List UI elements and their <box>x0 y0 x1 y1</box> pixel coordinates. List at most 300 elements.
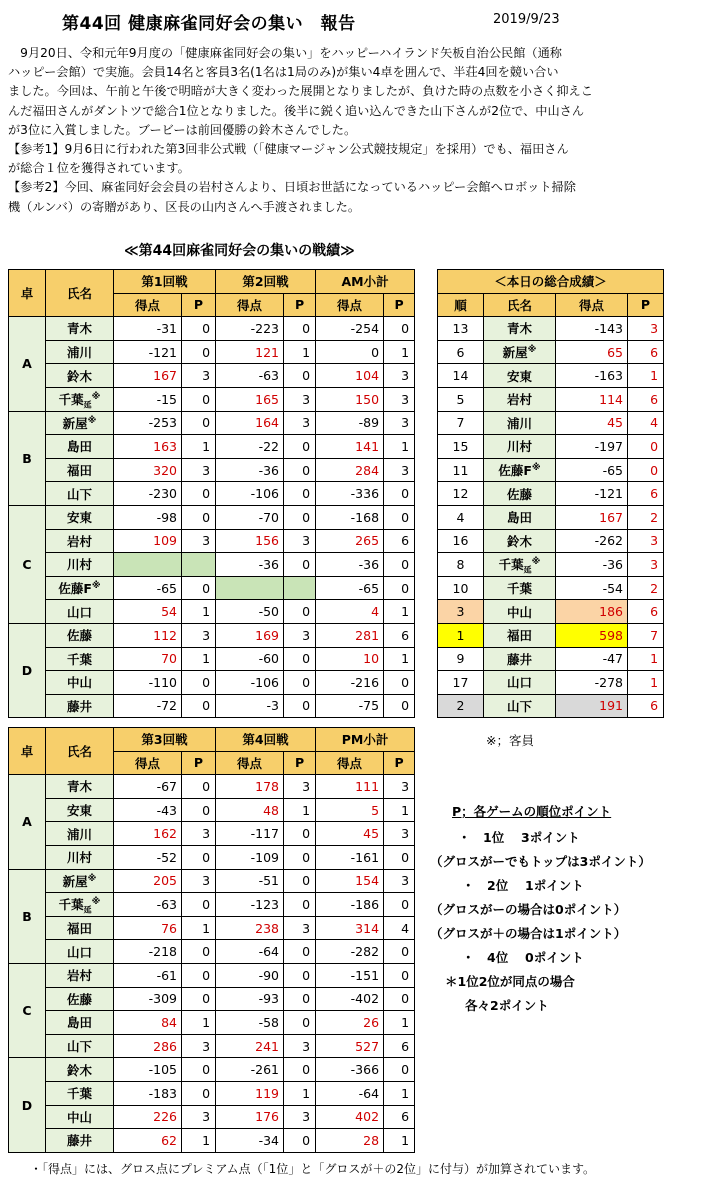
points-cell: 0 <box>384 505 415 529</box>
table-row <box>9 317 415 341</box>
rank-cell: 17 <box>438 671 484 695</box>
score-cell: -105 <box>114 1058 182 1082</box>
points-cell: 0 <box>182 317 216 341</box>
col-score: 得点 <box>316 751 384 775</box>
table-row <box>438 600 664 624</box>
score-cell: 10 <box>316 647 384 671</box>
points-cell: 0 <box>384 963 415 987</box>
score-cell: -143 <box>556 317 628 341</box>
score-cell: -183 <box>114 1081 182 1105</box>
score-cell: 238 <box>216 916 284 940</box>
score-cell: 119 <box>216 1081 284 1105</box>
table-row <box>9 340 415 364</box>
score-cell: -50 <box>216 600 284 624</box>
player-name: 浦川 <box>506 415 532 431</box>
points-cell: 0 <box>182 845 216 869</box>
table-row <box>438 647 664 671</box>
score-cell: 111 <box>316 775 384 799</box>
player-name: 鈴木 <box>506 533 532 549</box>
name-subscript: 延 <box>83 905 92 915</box>
score-cell: 5 <box>316 798 384 822</box>
name-cell <box>484 364 556 388</box>
points-cell: 1 <box>182 1011 216 1035</box>
name-cell <box>46 1081 114 1105</box>
player-name: 岩村 <box>66 533 92 549</box>
score-cell: -51 <box>216 869 284 893</box>
points-cell: 0 <box>182 1058 216 1082</box>
name-cell <box>46 1129 114 1153</box>
score-cell: 121 <box>216 340 284 364</box>
player-name: 佐藤 <box>66 628 92 644</box>
score-cell: -254 <box>316 317 384 341</box>
name-cell <box>46 775 114 799</box>
points-cell: 4 <box>628 411 664 435</box>
score-cell: 114 <box>556 387 628 411</box>
col-name: 氏名 <box>46 728 114 775</box>
points-cell: 0 <box>384 940 415 964</box>
table-row <box>9 505 415 529</box>
score-cell: 320 <box>114 458 182 482</box>
table-row <box>438 317 664 341</box>
table-row <box>9 1011 415 1035</box>
table-label: A <box>9 317 46 411</box>
table-row <box>9 364 415 388</box>
col-score: 得点 <box>216 293 284 317</box>
score-cell: 178 <box>216 775 284 799</box>
points-cell: 1 <box>384 647 415 671</box>
score-cell: -121 <box>556 482 628 506</box>
rank-cell: 13 <box>438 317 484 341</box>
points-cell: 0 <box>182 387 216 411</box>
name-cell <box>484 505 556 529</box>
table-row <box>9 387 415 411</box>
table-row <box>438 435 664 459</box>
score-cell: -366 <box>316 1058 384 1082</box>
points-cell: 1 <box>182 647 216 671</box>
points-cell: 1 <box>384 340 415 364</box>
guest-mark: ※ <box>87 873 97 884</box>
score-cell: -262 <box>556 529 628 553</box>
score-cell: -106 <box>216 482 284 506</box>
points-cell: 0 <box>284 1129 316 1153</box>
player-name: 安東 <box>66 803 92 819</box>
player-name: 鈴木 <box>66 368 92 384</box>
player-name: 青木 <box>66 321 92 337</box>
player-name: 川村 <box>506 439 532 455</box>
score-cell: -98 <box>114 505 182 529</box>
page-title: 第44回 健康麻雀同好会の集い 報告 <box>62 14 356 34</box>
overall-title: ＜本日の総合成績＞ <box>438 270 664 294</box>
rank-cell: 2 <box>438 694 484 718</box>
intro-line: 9月20日、令和元年9月度の「健康麻雀同好会の集い」をハッピーハイランド矢板自治公民館（通称 <box>8 46 562 60</box>
table-label: A <box>9 775 46 869</box>
points-cell: 3 <box>384 387 415 411</box>
name-cell <box>46 482 114 506</box>
score-cell: -75 <box>316 694 384 718</box>
points-cell <box>182 553 216 577</box>
points-cell: 0 <box>384 553 415 577</box>
table-row <box>9 694 415 718</box>
score-cell: 26 <box>316 1011 384 1035</box>
score-cell: -65 <box>556 458 628 482</box>
table-row <box>438 671 664 695</box>
name-cell <box>46 893 114 917</box>
score-cell: 112 <box>114 623 182 647</box>
player-name: 浦川 <box>66 345 92 361</box>
player-name: 島田 <box>66 439 92 455</box>
points-cell: 0 <box>182 671 216 695</box>
table-label: C <box>9 963 46 1057</box>
rank-cell: 15 <box>438 435 484 459</box>
score-cell: -336 <box>316 482 384 506</box>
name-cell <box>46 505 114 529</box>
score-cell: -34 <box>216 1129 284 1153</box>
legend-line: ＊1位2位が同点の場合 <box>445 974 575 989</box>
points-cell: 3 <box>182 458 216 482</box>
intro-line: 【参考1】9月6日に行われた第3回非公式戦（「健康マージャン公式競技規定」を採用）でも、福田さん <box>8 141 569 156</box>
score-cell: 141 <box>316 435 384 459</box>
score-cell: 165 <box>216 387 284 411</box>
legend-line: （グロスがーでもトップは3ポイント） <box>430 854 651 869</box>
points-cell: 0 <box>182 893 216 917</box>
points-cell: 3 <box>284 529 316 553</box>
score-cell: -168 <box>316 505 384 529</box>
points-cell: 2 <box>628 576 664 600</box>
points-cell: 1 <box>182 916 216 940</box>
table-row <box>438 553 664 577</box>
score-cell: -93 <box>216 987 284 1011</box>
score-cell: -216 <box>316 671 384 695</box>
player-name: 岩村 <box>506 392 532 408</box>
col-name: 氏名 <box>46 270 114 317</box>
score-cell: 205 <box>114 869 182 893</box>
overall-results-table <box>437 269 664 718</box>
rank-cell: 3 <box>438 600 484 624</box>
points-cell: 6 <box>628 387 664 411</box>
name-cell <box>46 317 114 341</box>
player-name: 新屋 <box>62 873 88 889</box>
table-row <box>9 529 415 553</box>
table-row <box>438 340 664 364</box>
name-cell <box>484 387 556 411</box>
score-cell: -402 <box>316 987 384 1011</box>
score-cell: 167 <box>556 505 628 529</box>
points-cell: 1 <box>284 1081 316 1105</box>
name-cell <box>484 529 556 553</box>
score-cell: 164 <box>216 411 284 435</box>
intro-line: が3位に入賞しました。ブービーは前回優勝の鈴木さんでした。 <box>8 122 357 137</box>
player-name: 青木 <box>506 321 532 337</box>
player-name: 山口 <box>506 675 532 691</box>
table-row <box>438 529 664 553</box>
guest-mark: ※ <box>527 344 537 355</box>
intro-line: 機（ルンバ）の寄贈があり、区長の山内さんへ手渡されました。 <box>8 199 361 214</box>
points-cell: 0 <box>384 671 415 695</box>
legend-line: ・ 2位 1ポイント <box>462 878 584 893</box>
points-cell: 0 <box>384 1058 415 1082</box>
score-cell: 167 <box>114 364 182 388</box>
points-cell: 0 <box>628 435 664 459</box>
report-date: 2019/9/23 <box>493 12 560 27</box>
points-cell: 0 <box>284 869 316 893</box>
score-cell: 150 <box>316 387 384 411</box>
col-name: 氏名 <box>484 293 556 317</box>
points-cell: 3 <box>628 317 664 341</box>
table-row <box>438 694 664 718</box>
score-cell: 76 <box>114 916 182 940</box>
player-name: 千葉 <box>58 897 84 913</box>
legend-line: （グロスがーの場合は0ポイント） <box>430 902 627 917</box>
table-label: D <box>9 1058 46 1152</box>
points-cell: 0 <box>284 845 316 869</box>
score-cell: -64 <box>316 1081 384 1105</box>
points-cell: 3 <box>384 822 415 846</box>
points-cell: 6 <box>628 482 664 506</box>
score-cell: 314 <box>316 916 384 940</box>
points-cell: 0 <box>182 987 216 1011</box>
table-row <box>438 482 664 506</box>
name-cell <box>46 1105 114 1129</box>
points-cell: 0 <box>182 798 216 822</box>
intro-line: ました。今回は、午前と午後で明暗が大きく変わった展開となりましたが、負けた時の点数を小さく抑えこ <box>8 84 593 99</box>
points-cell: 0 <box>182 694 216 718</box>
table-label: B <box>9 411 46 505</box>
col-pm-subtotal: PM小計 <box>316 728 415 752</box>
score-cell: 4 <box>316 600 384 624</box>
points-cell: 0 <box>284 647 316 671</box>
score-cell: 65 <box>556 340 628 364</box>
score-cell: -278 <box>556 671 628 695</box>
points-cell: 1 <box>628 364 664 388</box>
score-cell: 191 <box>556 694 628 718</box>
rank-cell: 11 <box>438 458 484 482</box>
points-cell: 0 <box>182 482 216 506</box>
table-row <box>9 1105 415 1129</box>
table-row <box>438 505 664 529</box>
score-cell <box>114 553 182 577</box>
table-row <box>9 647 415 671</box>
col-points: P <box>182 751 216 775</box>
legend-line: ・ 1位 3ポイント <box>458 830 580 845</box>
name-cell <box>46 600 114 624</box>
player-name: 千葉 <box>58 392 84 408</box>
points-cell: 3 <box>182 1105 216 1129</box>
points-cell: 3 <box>182 623 216 647</box>
table-row <box>9 623 415 647</box>
legend-line: （グロスが＋の場合は1ポイント） <box>430 926 627 941</box>
table-row <box>9 798 415 822</box>
table-row <box>438 458 664 482</box>
table-row <box>9 1081 415 1105</box>
score-cell: -31 <box>114 317 182 341</box>
score-cell: 527 <box>316 1034 384 1058</box>
points-cell: 0 <box>384 845 415 869</box>
points-cell: 0 <box>284 600 316 624</box>
table-row <box>9 435 415 459</box>
table-row <box>9 775 415 799</box>
player-name: 中山 <box>506 604 532 620</box>
points-cell: 3 <box>384 458 415 482</box>
intro-paragraph <box>8 44 698 217</box>
score-cell: -47 <box>556 647 628 671</box>
score-cell: -223 <box>216 317 284 341</box>
score-cell: 598 <box>556 623 628 647</box>
score-cell: 163 <box>114 435 182 459</box>
score-cell: -54 <box>556 576 628 600</box>
points-cell: 0 <box>284 435 316 459</box>
points-cell: 0 <box>384 317 415 341</box>
points-cell: 3 <box>182 529 216 553</box>
player-name: 中山 <box>66 1109 92 1125</box>
points-cell: 6 <box>628 340 664 364</box>
guest-mark: ※ <box>531 462 541 473</box>
name-cell <box>484 623 556 647</box>
table-row <box>9 671 415 695</box>
rank-cell: 6 <box>438 340 484 364</box>
points-cell: 0 <box>284 940 316 964</box>
col-game2: 第2回戦 <box>216 270 316 294</box>
name-cell <box>46 940 114 964</box>
table-row <box>9 411 415 435</box>
score-cell: -161 <box>316 845 384 869</box>
intro-line: んだ福田さんがダントツで総合1位となりました。後半に鋭く追い込んできた山下さんが2位で、中山さん <box>8 103 585 118</box>
score-cell: -218 <box>114 940 182 964</box>
col-table: 卓 <box>9 728 46 775</box>
points-cell: 6 <box>384 1105 415 1129</box>
table-row <box>9 893 415 917</box>
player-name: 安東 <box>66 510 92 526</box>
name-cell <box>46 822 114 846</box>
score-cell: -63 <box>114 893 182 917</box>
player-name: 藤井 <box>66 698 92 714</box>
rank-cell: 9 <box>438 647 484 671</box>
rank-cell: 4 <box>438 505 484 529</box>
rank-cell: 12 <box>438 482 484 506</box>
score-cell: -123 <box>216 893 284 917</box>
score-cell: -65 <box>114 576 182 600</box>
rank-cell: 10 <box>438 576 484 600</box>
name-cell <box>484 647 556 671</box>
rank-cell: 5 <box>438 387 484 411</box>
points-cell: 1 <box>284 340 316 364</box>
points-cell: 1 <box>384 1129 415 1153</box>
table-label: C <box>9 505 46 623</box>
points-cell: 1 <box>384 1081 415 1105</box>
rank-cell: 14 <box>438 364 484 388</box>
points-cell: 0 <box>284 1011 316 1035</box>
col-points: P <box>182 293 216 317</box>
table-row <box>9 458 415 482</box>
points-cell: 1 <box>384 600 415 624</box>
points-cell: 0 <box>384 482 415 506</box>
points-cell: 6 <box>628 694 664 718</box>
points-cell: 1 <box>384 1011 415 1035</box>
score-cell: -67 <box>114 775 182 799</box>
player-name: 佐藤F <box>498 463 532 479</box>
score-cell: 104 <box>316 364 384 388</box>
table-row <box>9 916 415 940</box>
guest-mark: ※ <box>91 897 101 908</box>
player-name: 川村 <box>66 850 92 866</box>
points-cell: 0 <box>284 553 316 577</box>
name-cell <box>46 798 114 822</box>
points-cell: 3 <box>284 1034 316 1058</box>
points-cell: 0 <box>284 317 316 341</box>
points-cell: 0 <box>384 987 415 1011</box>
score-cell: -60 <box>216 647 284 671</box>
score-cell: -109 <box>216 845 284 869</box>
table-row <box>9 869 415 893</box>
score-cell: -89 <box>316 411 384 435</box>
table-label: B <box>9 869 46 963</box>
col-rank: 順 <box>438 293 484 317</box>
player-name: 福田 <box>66 463 92 479</box>
score-cell: 281 <box>316 623 384 647</box>
name-cell <box>46 529 114 553</box>
name-cell <box>484 317 556 341</box>
score-cell: 156 <box>216 529 284 553</box>
points-cell: 0 <box>284 822 316 846</box>
name-cell <box>46 364 114 388</box>
rank-cell: 7 <box>438 411 484 435</box>
score-cell: 70 <box>114 647 182 671</box>
table-row <box>9 1129 415 1153</box>
score-cell: -197 <box>556 435 628 459</box>
points-cell: 0 <box>284 963 316 987</box>
col-score: 得点 <box>114 293 182 317</box>
rank-cell: 1 <box>438 623 484 647</box>
player-name: 藤井 <box>66 1133 92 1149</box>
name-cell <box>46 553 114 577</box>
legend-line: 各々2ポイント <box>465 998 549 1013</box>
points-cell: 3 <box>628 553 664 577</box>
am-results-table <box>8 269 415 718</box>
points-cell: 2 <box>628 505 664 529</box>
points-cell: 3 <box>384 411 415 435</box>
points-cell: 3 <box>628 529 664 553</box>
points-cell <box>284 576 316 600</box>
pm-results-table <box>8 727 415 1153</box>
player-name: 佐藤 <box>506 486 532 502</box>
name-subscript: 延 <box>523 565 532 575</box>
points-cell: 0 <box>384 694 415 718</box>
col-points: P <box>628 293 664 317</box>
col-game4: 第4回戦 <box>216 728 316 752</box>
score-cell: 169 <box>216 623 284 647</box>
points-cell: 1 <box>628 647 664 671</box>
score-cell: -36 <box>316 553 384 577</box>
score-cell: 48 <box>216 798 284 822</box>
score-cell: -3 <box>216 694 284 718</box>
rank-cell: 8 <box>438 553 484 577</box>
points-cell: 1 <box>182 435 216 459</box>
score-cell: 45 <box>556 411 628 435</box>
player-name: 千葉 <box>506 581 532 597</box>
name-cell <box>484 553 556 577</box>
col-game1: 第1回戦 <box>114 270 216 294</box>
player-name: 中山 <box>66 675 92 691</box>
name-cell <box>46 869 114 893</box>
name-cell <box>46 1034 114 1058</box>
name-cell <box>46 411 114 435</box>
score-cell: 162 <box>114 822 182 846</box>
score-cell: -15 <box>114 387 182 411</box>
col-score: 得点 <box>316 293 384 317</box>
points-cell: 1 <box>182 1129 216 1153</box>
score-cell: -309 <box>114 987 182 1011</box>
player-name: 千葉 <box>66 651 92 667</box>
table-row <box>9 1034 415 1058</box>
